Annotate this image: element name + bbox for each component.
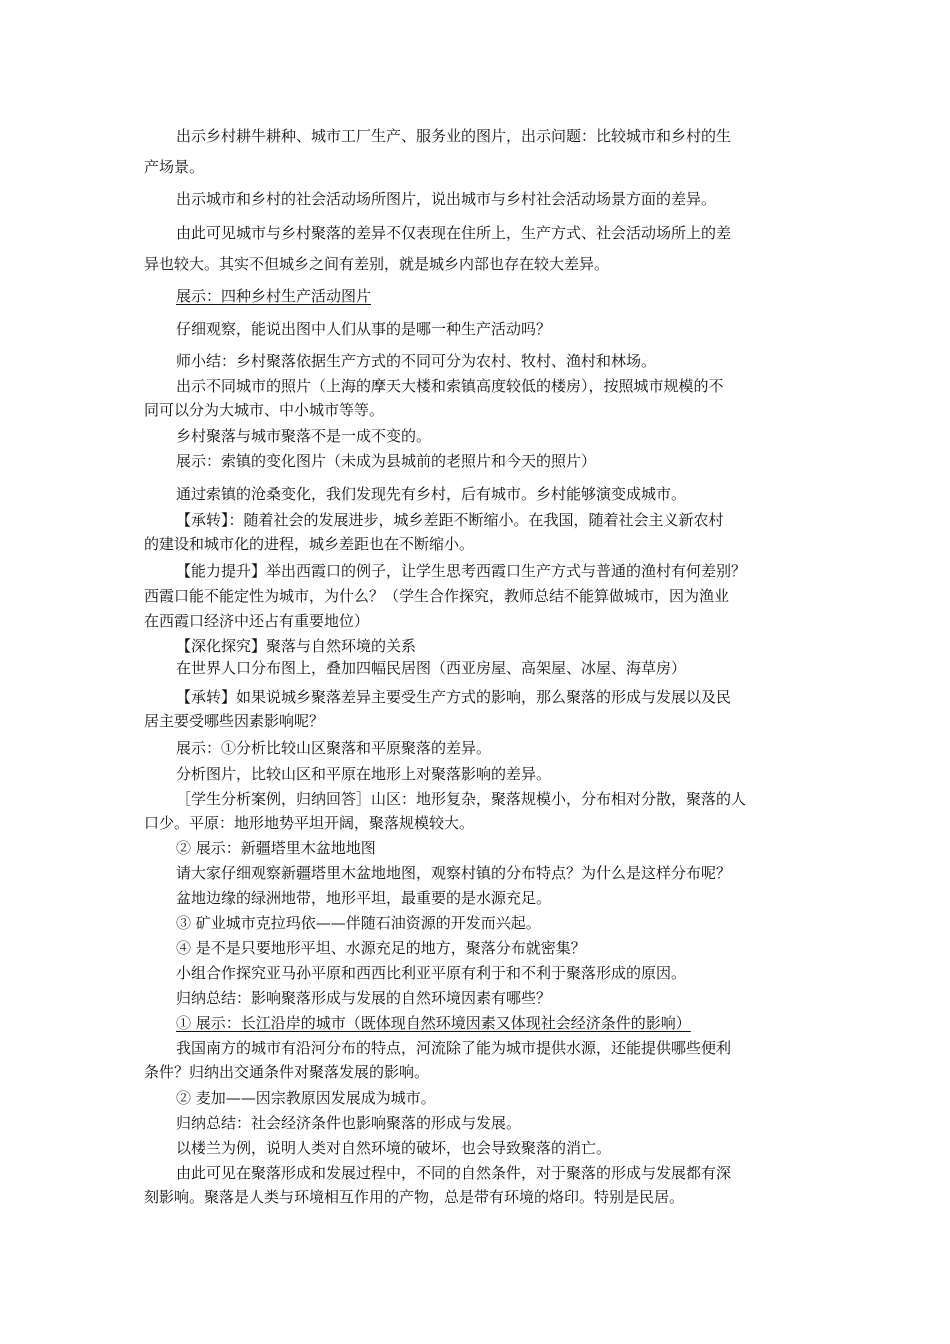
text-line: 居主要受哪些因素影响呢？ — [144, 712, 325, 730]
text-line: ④ 是不是只要地形平坦、水源充足的地方，聚落分布就密集？ — [176, 939, 586, 957]
text-line: 在西霞口经济中还占有重要地位） — [144, 612, 370, 630]
text-line: 展示：①分析比较山区聚落和平原聚落的差异。 — [176, 739, 492, 757]
text-line: 归纳总结：社会经济条件也影响聚落的形成与发展。 — [176, 1114, 522, 1132]
text-line: ① 展示：长江沿岸的城市（既体现自然环境因素又体现社会经济条件的影响） — [176, 1014, 691, 1032]
text-line: ［学生分析案例，归纳回答］山区：地形复杂，聚落规模小，分布相对分散，聚落的人 — [176, 790, 747, 808]
text-line: 归纳总结：影响聚落形成与发展的自然环境因素有哪些？ — [176, 989, 552, 1007]
text-line: 师小结：乡村聚落依据生产方式的不同可分为农村、牧村、渔村和林场。 — [176, 352, 657, 370]
text-line: 由此可见在聚落形成和发展过程中，不同的自然条件，对于聚落的形成与发展都有深 — [176, 1164, 732, 1182]
text-line: 出示城市和乡村的社会活动场所图片，说出城市与乡村社会活动场景方面的差异。 — [176, 190, 717, 208]
text-line: 刻影响。聚落是人类与环境相互作用的产物，总是带有环境的烙印。特别是民居。 — [144, 1188, 685, 1206]
text-line: 展示：四种乡村生产活动图片 — [176, 287, 372, 305]
text-line: ② 麦加——因宗教原因发展成为城市。 — [176, 1089, 436, 1107]
text-line: 出示乡村耕牛耕种、城市工厂生产、服务业的图片，出示问题：比较城市和乡村的生 — [176, 127, 732, 145]
text-line: 同可以分为大城市、中小城市等等。 — [144, 401, 385, 419]
text-line: 在世界人口分布图上，叠加四幅民居图（西亚房屋、高架屋、冰屋、海草房） — [176, 659, 687, 677]
text-line: 仔细观察，能说出图中人们从事的是哪一种生产活动吗？ — [176, 320, 552, 338]
text-line: 【能力提升】举出西霞口的例子，让学生思考西霞口生产方式与普通的渔村有何差别？ — [176, 562, 747, 580]
text-line: 请大家仔细观察新疆塔里木盆地地图，观察村镇的分布特点？为什么是这样分布呢？ — [176, 864, 732, 882]
text-line: 条件？归纳出交通条件对聚落发展的影响。 — [144, 1063, 430, 1081]
text-line: 分析图片，比较山区和平原在地形上对聚落影响的差异。 — [176, 765, 552, 783]
text-line: 小组合作探究亚马孙平原和西西比利亚平原有利于和不利于聚落形成的原因。 — [176, 964, 687, 982]
text-line: 【承转】如果说城乡聚落差异主要受生产方式的影响，那么聚落的形成与发展以及民 — [176, 688, 732, 706]
text-line: 的建设和城市化的进程，城乡差距也在不断缩小。 — [144, 535, 475, 553]
text-line: 通过索镇的沧桑变化，我们发现先有乡村，后有城市。乡村能够演变成城市。 — [176, 485, 687, 503]
text-line: 【承转】：随着社会的发展进步，城乡差距不断缩小。在我国，随着社会主义新农村 — [176, 511, 724, 529]
text-line: 展示：索镇的变化图片（未成为县城前的老照片和今天的照片） — [176, 452, 597, 470]
text-line: 出示不同城市的照片（上海的摩天大楼和索镇高度较低的楼房），按照城市规模的不 — [176, 377, 724, 395]
text-line: 以楼兰为例，说明人类对自然环境的破坏，也会导致聚落的消亡。 — [176, 1139, 612, 1157]
text-line: ② 展示：新疆塔里木盆地地图 — [176, 839, 376, 857]
text-line: ③ 矿业城市克拉玛依——伴随石油资源的开发而兴起。 — [176, 914, 541, 932]
text-line: 【深化探究】聚落与自然环境的关系 — [176, 637, 417, 655]
text-line: 由此可见城市与乡村聚落的差异不仅表现在住所上，生产方式、社会活动场所上的差 — [176, 224, 732, 242]
text-line: 西霞口能不能定性为城市，为什么？（学生合作探究，教师总结不能算做城市，因为渔业 — [144, 587, 730, 605]
text-line: 异也较大。其实不但城乡之间有差别，就是城乡内部也存在较大差异。 — [144, 255, 610, 273]
text-line: 口少。平原：地形地势平坦开阔，聚落规模较大。 — [144, 814, 475, 832]
text-line: 产场景。 — [144, 158, 205, 176]
text-line: 盆地边缘的绿洲地带，地形平坦，最重要的是水源充足。 — [176, 889, 552, 907]
text-line: 我国南方的城市有沿河分布的特点，河流除了能为城市提供水源，还能提供哪些便利 — [176, 1039, 732, 1057]
text-line: 乡村聚落与城市聚落不是一成不变的。 — [176, 427, 432, 445]
